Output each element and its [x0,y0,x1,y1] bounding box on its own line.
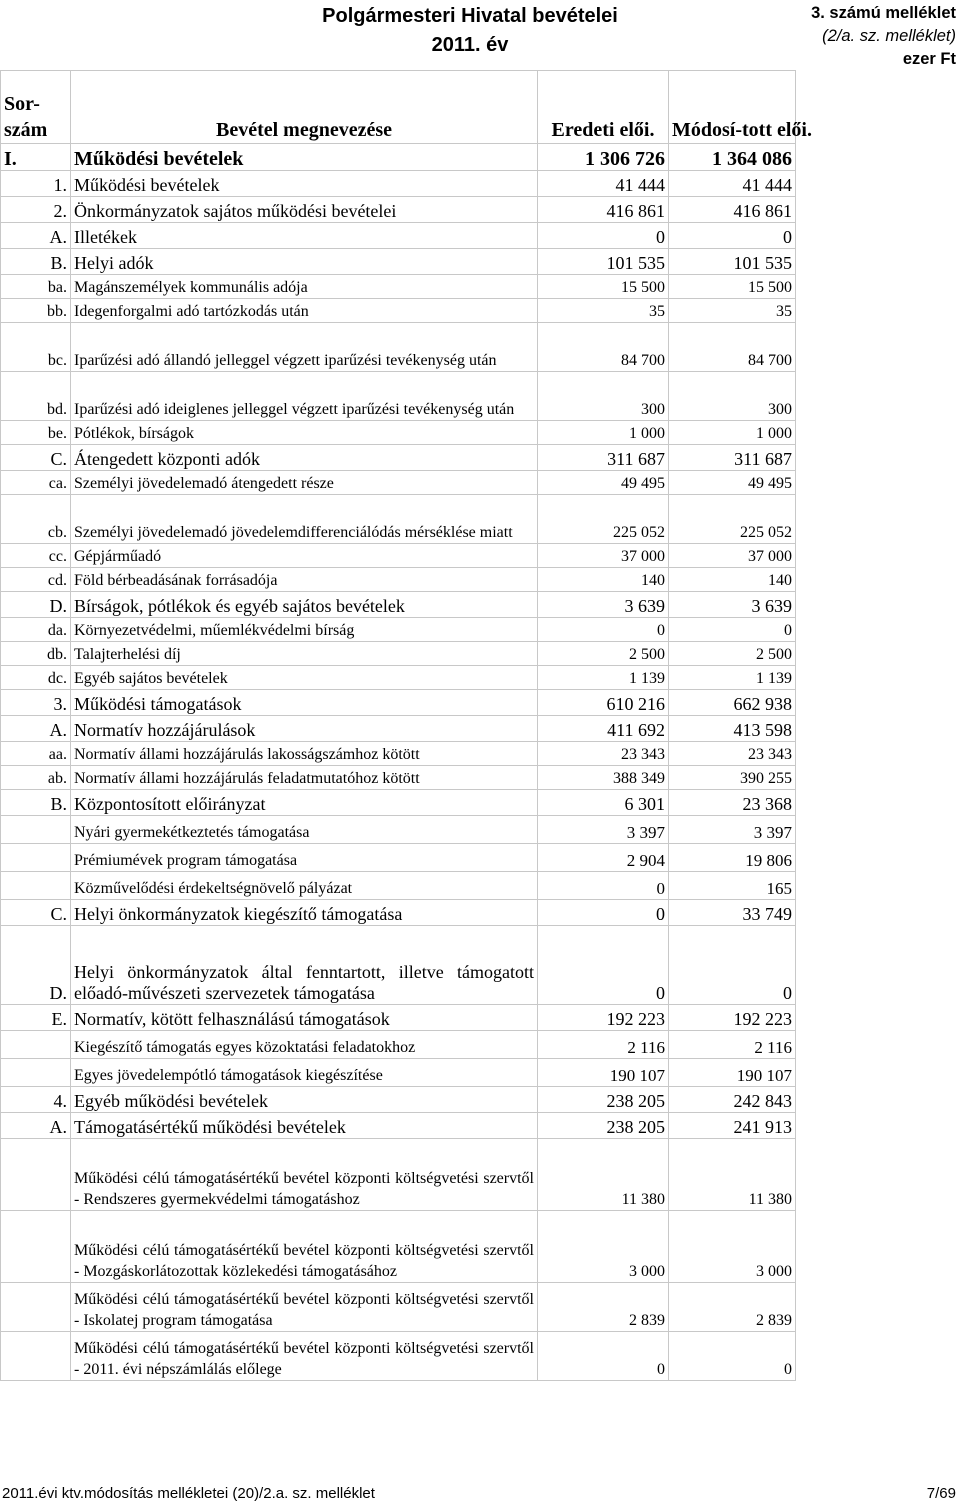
row-name: Normatív állami hozzájárulás lakosságszámhoz kötött [71,742,538,766]
row-modified-value: 15 500 [669,275,796,299]
row-name: Központosított előirányzat [71,790,538,816]
row-original-value: 238 205 [538,1113,669,1139]
row-name: Iparűzési adó ideiglenes jelleggel végzett iparűzési tevékenység után [71,372,538,421]
row-original-value: 49 495 [538,471,669,495]
table-row [1,495,796,544]
row-modified-value: 242 843 [669,1087,796,1113]
table-row [1,299,796,323]
row-name: Gépjárműadó [71,544,538,568]
table-row [1,1211,796,1283]
row-number [1,1059,71,1087]
row-number: C. [1,445,71,471]
row-original-value: 3 639 [538,592,669,618]
table-row [1,1031,796,1059]
row-number: cd. [1,568,71,592]
table-row [1,1113,796,1139]
row-original-value: 0 [538,872,669,900]
row-original-value: 225 052 [538,495,669,544]
row-number [1,872,71,900]
column-header-name: Bevétel megnevezése [71,71,538,144]
row-number: cb. [1,495,71,544]
row-name: Egyéb sajátos bevételek [71,666,538,690]
row-original-value: 3 397 [538,816,669,844]
table-row [1,445,796,471]
row-modified-value: 41 444 [669,171,796,197]
column-header-number: Sor-szám [1,71,71,144]
table-row [1,742,796,766]
table-row [1,1059,796,1087]
title-line-2: 2011. év [431,34,509,56]
footer-page-number: 7/69 [926,1485,956,1502]
row-modified-value: 11 380 [669,1139,796,1211]
table-header-row [1,71,796,144]
row-original-value: 238 205 [538,1087,669,1113]
row-number: B. [1,249,71,275]
row-name: Normatív, kötött felhasználású támogatások [71,1005,538,1031]
row-modified-value: 0 [669,618,796,642]
row-modified-value: 2 500 [669,642,796,666]
row-modified-value: 0 [669,223,796,249]
row-modified-value: 49 495 [669,471,796,495]
row-number: bb. [1,299,71,323]
row-name: Helyi önkormányzatok által fenntartott, illetve támogatott előadó-művészeti szervezetek támogatása [71,926,538,1005]
row-modified-value: 35 [669,299,796,323]
row-original-value: 388 349 [538,766,669,790]
row-name: Magánszemélyek kommunális adója [71,275,538,299]
table-row [1,1139,796,1211]
row-number: db. [1,642,71,666]
row-modified-value: 413 598 [669,716,796,742]
table-row [1,790,796,816]
row-name: Működési célú támogatásértékű bevétel központi költségvetési szervtől - 2011. évi népszámlálás előlege [71,1332,538,1381]
row-modified-value: 190 107 [669,1059,796,1087]
row-name: Személyi jövedelemadó átengedett része [71,471,538,495]
row-original-value: 15 500 [538,275,669,299]
table-row [1,716,796,742]
row-name: Működési támogatások [71,690,538,716]
row-number [1,844,71,872]
row-name: Működési célú támogatásértékű bevétel központi költségvetési szervtől - Mozgáskorlátozottak közlekedési támogatásához [71,1211,538,1283]
row-number: da. [1,618,71,642]
table-row [1,1005,796,1031]
table-row [1,872,796,900]
row-modified-value: 390 255 [669,766,796,790]
row-name: Föld bérbeadásának forrásadója [71,568,538,592]
row-number [1,1332,71,1381]
row-name: Bírságok, pótlékok és egyéb sajátos bevételek [71,592,538,618]
table-row [1,144,796,171]
table-row [1,816,796,844]
row-name: Működési bevételek [71,171,538,197]
row-number: 3. [1,690,71,716]
row-name: Egyes jövedelempótló támogatások kiegészítése [71,1059,538,1087]
row-name: Helyi önkormányzatok kiegészítő támogatása [71,900,538,926]
row-number: aa. [1,742,71,766]
row-original-value: 11 380 [538,1139,669,1211]
row-number: cc. [1,544,71,568]
row-name: Helyi adók [71,249,538,275]
row-original-value: 190 107 [538,1059,669,1087]
row-original-value: 2 116 [538,1031,669,1059]
row-number: A. [1,716,71,742]
table-row [1,666,796,690]
row-number: be. [1,421,71,445]
row-original-value: 311 687 [538,445,669,471]
row-modified-value: 0 [669,926,796,1005]
table-row [1,1332,796,1381]
row-number: C. [1,900,71,926]
revenue-table [0,70,812,1381]
table-row [1,544,796,568]
row-name: Környezetvédelmi, műemlékvédelmi bírság [71,618,538,642]
row-original-value: 0 [538,900,669,926]
row-original-value: 35 [538,299,669,323]
row-number: ca. [1,471,71,495]
revenue-table-body [1,71,812,1381]
row-number: bc. [1,323,71,372]
row-original-value: 101 535 [538,249,669,275]
annex-label [706,2,956,71]
table-row [1,618,796,642]
column-header-modified: Módosí-tott elői. [669,71,796,144]
row-original-value: 140 [538,568,669,592]
row-name: Talajterhelési díj [71,642,538,666]
table-row [1,197,796,223]
table-row [1,766,796,790]
row-modified-value: 192 223 [669,1005,796,1031]
row-number [1,1211,71,1283]
row-name: Pótlékok, bírságok [71,421,538,445]
row-modified-value: 3 397 [669,816,796,844]
row-modified-value: 300 [669,372,796,421]
column-header-original: Eredeti elői. [538,71,669,144]
row-number: E. [1,1005,71,1031]
row-modified-value: 1 364 086 [669,144,796,171]
row-original-value: 1 306 726 [538,144,669,171]
table-row [1,900,796,926]
row-original-value: 23 343 [538,742,669,766]
table-row [1,690,796,716]
row-name: Működési célú támogatásértékű bevétel központi költségvetési szervtől - Rendszeres gyermekvédelmi támogatáshoz [71,1139,538,1211]
row-modified-value: 3 639 [669,592,796,618]
row-original-value: 2 839 [538,1283,669,1332]
row-original-value: 0 [538,926,669,1005]
row-name: Egyéb működési bevételek [71,1087,538,1113]
row-number [1,816,71,844]
row-original-value: 6 301 [538,790,669,816]
table-row [1,471,796,495]
row-number: 4. [1,1087,71,1113]
table-row [1,1283,796,1332]
row-original-value: 411 692 [538,716,669,742]
table-row [1,592,796,618]
row-number: D. [1,592,71,618]
row-original-value: 2 904 [538,844,669,872]
row-modified-value: 2 839 [669,1283,796,1332]
row-modified-value: 2 116 [669,1031,796,1059]
row-original-value: 41 444 [538,171,669,197]
row-name: Prémiumévek program támogatása [71,844,538,872]
row-original-value: 1 000 [538,421,669,445]
table-row [1,926,796,1005]
row-modified-value: 140 [669,568,796,592]
row-name: Normatív állami hozzájárulás feladatmutatóhoz kötött [71,766,538,790]
row-number: B. [1,790,71,816]
annex-number: 3. számú melléklet [811,4,956,22]
row-name: Támogatásértékű működési bevételek [71,1113,538,1139]
row-modified-value: 23 343 [669,742,796,766]
row-name: Működési bevételek [71,144,538,171]
row-modified-value: 33 749 [669,900,796,926]
table-row [1,171,796,197]
row-original-value: 0 [538,618,669,642]
row-name: Iparűzési adó állandó jelleggel végzett iparűzési tevékenység után [71,323,538,372]
table-row [1,323,796,372]
row-number [1,1139,71,1211]
row-number: A. [1,1113,71,1139]
row-modified-value: 19 806 [669,844,796,872]
row-name: Normatív hozzájárulások [71,716,538,742]
row-modified-value: 1 000 [669,421,796,445]
row-original-value: 416 861 [538,197,669,223]
row-name: Személyi jövedelemadó jövedelemdifferenciálódás mérséklése miatt [71,495,538,544]
page-footer [0,1485,956,1505]
row-number: I. [1,144,71,171]
row-original-value: 3 000 [538,1211,669,1283]
row-modified-value: 241 913 [669,1113,796,1139]
row-number: ba. [1,275,71,299]
row-modified-value: 84 700 [669,323,796,372]
row-number: bd. [1,372,71,421]
table-row [1,223,796,249]
row-number [1,1031,71,1059]
footer-document-name: 2011.évi ktv.módosítás mellékletei (20)/2.a. sz. melléklet [2,1485,375,1502]
row-name: Illetékek [71,223,538,249]
row-original-value: 0 [538,1332,669,1381]
table-row [1,1087,796,1113]
row-number: ab. [1,766,71,790]
row-modified-value: 0 [669,1332,796,1381]
row-original-value: 610 216 [538,690,669,716]
row-modified-value: 23 368 [669,790,796,816]
row-modified-value: 225 052 [669,495,796,544]
row-modified-value: 1 139 [669,666,796,690]
annex-subtitle: (2/a. sz. melléklet) [822,27,956,45]
table-row [1,642,796,666]
table-row [1,275,796,299]
row-number: D. [1,926,71,1005]
row-name: Kiegészítő támogatás egyes közoktatási feladatokhoz [71,1031,538,1059]
row-name: Működési célú támogatásértékű bevétel központi költségvetési szervtől - Iskolatej program támogatása [71,1283,538,1332]
row-modified-value: 416 861 [669,197,796,223]
row-number: A. [1,223,71,249]
title-line-1: Polgármesteri Hivatal bevételei [322,5,618,27]
row-modified-value: 3 000 [669,1211,796,1283]
row-name: Önkormányzatok sajátos működési bevételei [71,197,538,223]
row-modified-value: 311 687 [669,445,796,471]
row-name: Idegenforgalmi adó tartózkodás után [71,299,538,323]
table-row [1,568,796,592]
row-original-value: 84 700 [538,323,669,372]
unit-label: ezer Ft [902,50,956,68]
row-original-value: 37 000 [538,544,669,568]
row-modified-value: 165 [669,872,796,900]
row-number: 1. [1,171,71,197]
row-number: 2. [1,197,71,223]
row-modified-value: 37 000 [669,544,796,568]
row-number [1,1283,71,1332]
row-modified-value: 101 535 [669,249,796,275]
row-original-value: 2 500 [538,642,669,666]
row-number: dc. [1,666,71,690]
row-name: Nyári gyermekétkeztetés támogatása [71,816,538,844]
row-original-value: 1 139 [538,666,669,690]
row-original-value: 0 [538,223,669,249]
row-modified-value: 662 938 [669,690,796,716]
row-name: Átengedett központi adók [71,445,538,471]
table-row [1,844,796,872]
table-row [1,249,796,275]
table-row [1,421,796,445]
row-original-value: 192 223 [538,1005,669,1031]
document-title [300,2,640,60]
row-name: Közművelődési érdekeltségnövelő pályázat [71,872,538,900]
row-original-value: 300 [538,372,669,421]
table-row [1,372,796,421]
